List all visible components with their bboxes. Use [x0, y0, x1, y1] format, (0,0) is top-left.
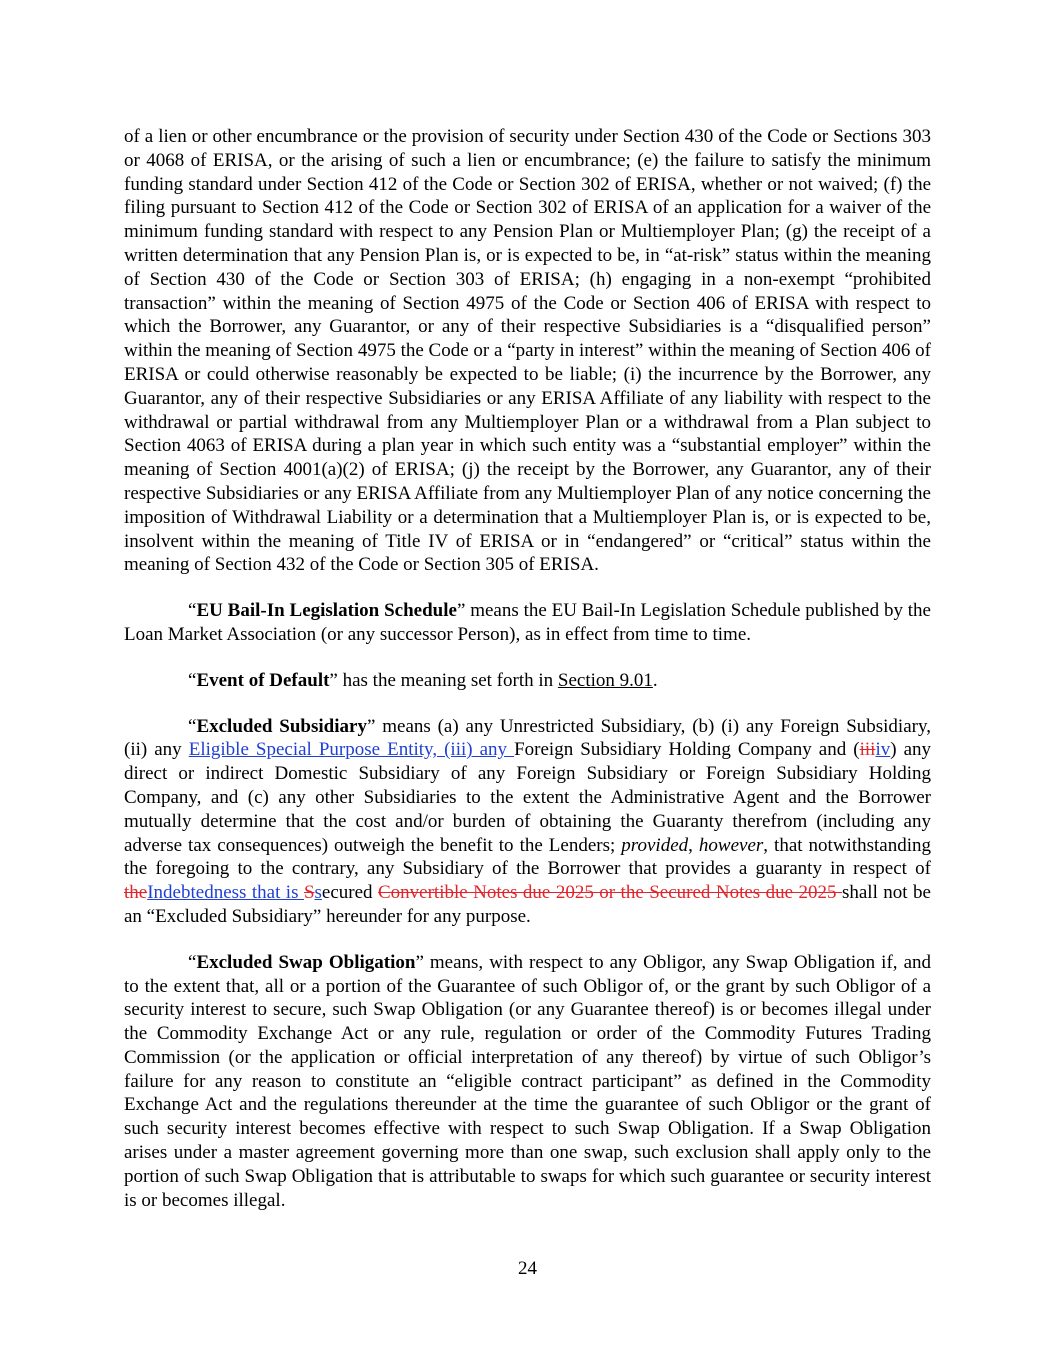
- definition-text: ” means, with respect to any Obligor, any Swap Obligation if, and to the extent that, all or a portion of the Guarantee of such Obligor of, or the grant by such Obligor of a security interest to secure, such Swap Obligation (or any Guarantee thereof) is or becomes illegal under the Commodity Exchange Act or any rule, regulation or order of the Commodity Futures Trading Commission (or the application or official interpretation of any thereof) by virtue of such Obligor’s failure for any reason to constitute an “eligible contract participant” as defined in the Commodity Exchange Act and the regulations thereunder at the time the guarantee of such Obligor or the grant of such security interest becomes effective with respect to such Swap Obligation. If a Swap Obligation arises under a master agreement governing more than one swap, such exclusion shall apply only to the portion of such Swap Obligation that is attributable to swaps for which such guarantee or security interest is or becomes illegal.: [124, 951, 931, 1211]
- comma: ,: [688, 834, 699, 856]
- definition-text: ” means (a) any Unrestricted Subsidiary, (b) (i) any Foreign Subsidiary, (ii) any: [124, 715, 931, 761]
- definition-end: .: [652, 669, 658, 691]
- page-number: 24: [518, 1258, 537, 1279]
- inserted-text: iv: [875, 739, 891, 761]
- defined-term: EU Bail-In Legislation Schedule: [196, 600, 457, 622]
- inserted-text: s: [314, 882, 322, 904]
- italic-however: however: [698, 834, 764, 856]
- definition-text: , that notwithstanding the foregoing to the contrary, any Subsidiary of the Borrower that provides a guaranty in respect of: [124, 834, 931, 880]
- erisa-event-continuation: of a lien or other encumbrance or the provision of security under Section 430 of the Code or Sections 303 or 4068 of ERISA, or the arising of such a lien or encumbrance; (e) the failure to satisfy the minimum funding standard under Section 412 of the Code or Section 302 of ERISA, whether or not waived; (f) the filing pursuant to Section 412 of the Code or Section 302 of ERISA of an application for a waiver of the minimum funding standard with respect to any Pension Plan or Multiemployer Plan; (g) the receipt of a written determination that any Pension Plan is, or is expected to be, in “at-risk” status within the meaning of Section 430 of the Code or Section 303 of ERISA; (h) engaging in a non-exempt “prohibited transaction” within the meaning of Section 4975 of the Code or Section 406 of ERISA with respect to which the Borrower, any Guarantor, or any of their respective Subsidiaries is a “disqualified person” within the meaning of Section 4975 the Code or a “party in interest” within the meaning of Section 406 of ERISA or could otherwise reasonably be expected to be liable; (i) the incurrence by the Borrower, any Guarantor, any of their respective Subsidiaries or any ERISA Affiliate of any liability with respect to the withdrawal or partial withdrawal from any Multiemployer Plan or a withdrawal from a Plan subject to Section 4063 of ERISA during a plan year in which such entity was a “substantial employer” within the meaning of Section 4001(a)(2) of ERISA; (j) the receipt by the Borrower, any Guarantor, any of their respective Subsidiaries or any ERISA Affiliate from any Multiemployer Plan of any notice concerning the imposition of Withdrawal Liability or a determination that a Multiemployer Plan is, or is expected to be, insolvent within the meaning of Title IV of ERISA or in “endangered” or “critical” status within the meaning of Section 432 of the Code or Section 305 of ERISA.: [124, 126, 931, 576]
- italic-provided: provided: [621, 834, 689, 856]
- deleted-text: Convertible Notes due 2025 or the Secured Notes due 2025: [378, 882, 842, 904]
- defined-term: Excluded Swap Obligation: [196, 951, 416, 973]
- definition-excluded-subsidiary: [124, 715, 931, 929]
- definition-text: ) any direct or indirect Domestic Subsidiary of any Foreign Subsidiary or Foreign Subsidiary Holding Company, and (c) any other Subsidiaries to the extent the Administrative Agent and the Borrower mutually determine that the cost and/or burden of obtaining the Guaranty therefrom (including any adverse tax consequences) outweigh the benefit to the Lenders;: [124, 739, 932, 856]
- defined-term: Event of Default: [196, 669, 330, 691]
- defined-term: Excluded Subsidiary: [196, 715, 367, 737]
- open-quote: “: [188, 715, 197, 737]
- document-page: [124, 125, 931, 1212]
- definition-text: ecured: [321, 882, 378, 904]
- inserted-text: Eligible Special Purpose Entity, (iii) any: [188, 739, 515, 761]
- definition-text: shall not be an “Excluded Subsidiary” hereunder for any purpose.: [124, 882, 931, 927]
- open-quote: “: [188, 951, 197, 973]
- inserted-text: Indebtedness that is: [147, 882, 304, 904]
- definition-text: Foreign Subsidiary Holding Company and (: [514, 739, 860, 761]
- open-quote: “: [188, 600, 197, 622]
- definition-text: ” has the meaning set forth in: [329, 669, 558, 691]
- definition-excluded-swap-obligation: [124, 951, 931, 1213]
- deleted-text: iii: [859, 739, 876, 761]
- definition-event-of-default: [124, 669, 931, 693]
- section-reference: Section 9.01: [557, 669, 653, 691]
- definition-eu-bail-in-legislation-schedule: [124, 599, 931, 647]
- definition-text: ” means the EU Bail-In Legislation Schedule published by the Loan Market Association (or any successor Person), as in effect from time to time.: [124, 600, 931, 645]
- deleted-text: S: [303, 882, 315, 904]
- open-quote: “: [188, 669, 197, 691]
- deleted-text: the: [124, 882, 148, 904]
